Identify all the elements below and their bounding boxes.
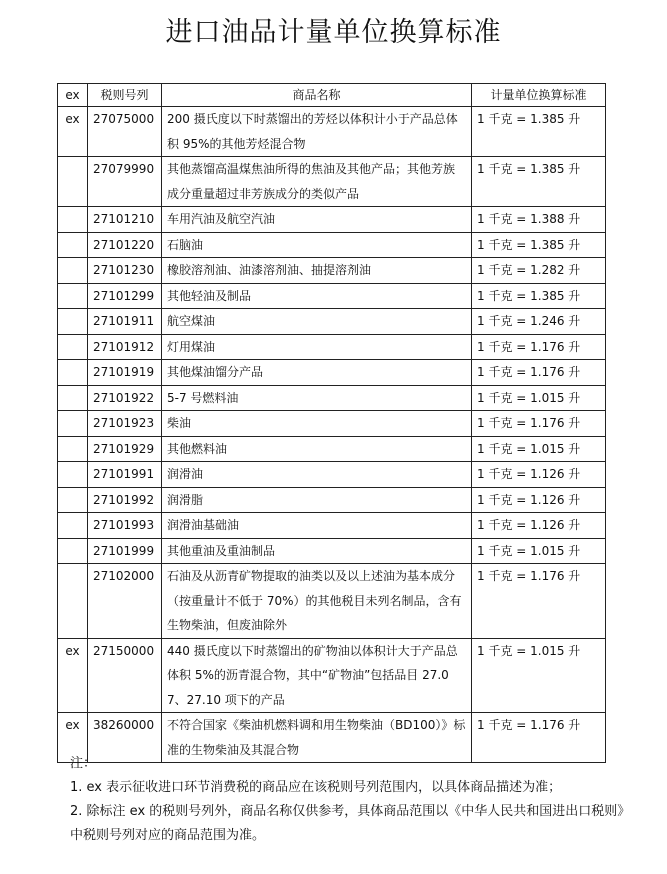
conversion-standard-cell: 1 千克 = 1.176 升 [472,334,606,360]
product-name-cell: 润滑油基础油 [162,513,472,539]
conversion-standard-cell: 1 千克 = 1.015 升 [472,385,606,411]
conversion-standard-cell: 1 千克 = 1.176 升 [472,564,606,639]
product-name-cell: 不符合国家《柴油机燃料调和用生物柴油（BD100）》标准的生物柴油及其混合物 [162,713,472,763]
ex-cell [58,334,88,360]
table-row [58,157,606,207]
conversion-standard-cell: 1 千克 = 1.176 升 [472,411,606,437]
tariff-code-cell: 27101299 [88,283,162,309]
ex-cell [58,462,88,488]
tariff-code-cell: 27101912 [88,334,162,360]
tariff-code-cell: 27101220 [88,232,162,258]
conversion-standard-cell: 1 千克 = 1.385 升 [472,283,606,309]
tariff-code-cell: 27101991 [88,462,162,488]
product-name-cell: 其他重油及重油制品 [162,538,472,564]
conversion-standard-cell: 1 千克 = 1.126 升 [472,487,606,513]
tariff-code-cell: 27079990 [88,157,162,207]
ex-cell: ex [58,107,88,157]
conversion-standard-cell: 1 千克 = 1.385 升 [472,107,606,157]
table-row [58,513,606,539]
tariff-code-cell: 27101919 [88,360,162,386]
tariff-code-cell: 27101230 [88,258,162,284]
conversion-standard-cell: 1 千克 = 1.388 升 [472,207,606,233]
conversion-standard-cell: 1 千克 = 1.015 升 [472,638,606,713]
table-row [58,487,606,513]
conversion-standard-cell: 1 千克 = 1.385 升 [472,232,606,258]
table-row [58,462,606,488]
ex-cell: ex [58,713,88,763]
ex-cell [58,385,88,411]
table-row [58,334,606,360]
notes [70,752,640,848]
ex-cell [58,538,88,564]
header-code: 税则号列 [88,84,162,107]
tariff-code-cell: 27101922 [88,385,162,411]
product-name-cell: 润滑油 [162,462,472,488]
product-name-cell: 灯用煤油 [162,334,472,360]
table-row [58,564,606,639]
table-row [58,258,606,284]
product-name-cell: 润滑脂 [162,487,472,513]
product-name-cell: 航空煤油 [162,309,472,335]
table-row [58,207,606,233]
ex-cell [58,309,88,335]
table-row [58,538,606,564]
table-row [58,638,606,713]
table-row [58,411,606,437]
product-name-cell: 车用汽油及航空汽油 [162,207,472,233]
ex-cell [58,232,88,258]
conversion-standard-cell: 1 千克 = 1.282 升 [472,258,606,284]
product-name-cell: 橡胶溶剂油、油漆溶剂油、抽提溶剂油 [162,258,472,284]
table-row [58,283,606,309]
tariff-code-cell: 27101992 [88,487,162,513]
conversion-standard-cell: 1 千克 = 1.246 升 [472,309,606,335]
tariff-code-cell: 38260000 [88,713,162,763]
conversion-table [57,83,606,763]
product-name-cell: 200 摄氏度以下时蒸馏出的芳烃以体积计小于产品总体积 95%的其他芳烃混合物 [162,107,472,157]
product-name-cell: 其他蒸馏高温煤焦油所得的焦油及其他产品；其他芳族成分重量超过非芳族成分的类似产品 [162,157,472,207]
ex-cell [58,283,88,309]
product-name-cell: 其他轻油及制品 [162,283,472,309]
product-name-cell: 柴油 [162,411,472,437]
product-name-cell: 440 摄氏度以下时蒸馏出的矿物油以体积计大于产品总体积 5%的沥青混合物，其中“矿物油”包括品目 27.07、27.10 项下的产品 [162,638,472,713]
tariff-code-cell: 27150000 [88,638,162,713]
header-ex: ex [58,84,88,107]
ex-cell [58,360,88,386]
product-name-cell: 石油及从沥青矿物提取的油类以及以上述油为基本成分（按重量计不低于 70%）的其他税目未列名制品，含有生物柴油，但废油除外 [162,564,472,639]
header-standard: 计量单位换算标准 [472,84,606,107]
conversion-standard-cell: 1 千克 = 1.015 升 [472,538,606,564]
product-name-cell: 石脑油 [162,232,472,258]
product-name-cell: 5-7 号燃料油 [162,385,472,411]
conversion-standard-cell: 1 千克 = 1.385 升 [472,157,606,207]
table-row [58,309,606,335]
product-name-cell: 其他燃料油 [162,436,472,462]
note-item-1: 1. ex 表示征收进口环节消费税的商品应在该税则号列范围内，以具体商品描述为准； [70,780,562,795]
tariff-code-cell: 27101929 [88,436,162,462]
table-body [58,107,606,763]
table-row [58,107,606,157]
conversion-standard-cell: 1 千克 = 1.015 升 [472,436,606,462]
tariff-code-cell: 27101923 [88,411,162,437]
tariff-code-cell: 27101999 [88,538,162,564]
tariff-code-cell: 27101210 [88,207,162,233]
ex-cell [58,564,88,639]
conversion-standard-cell: 1 千克 = 1.176 升 [472,360,606,386]
ex-cell [58,207,88,233]
conversion-standard-cell: 1 千克 = 1.126 升 [472,462,606,488]
tariff-code-cell: 27101911 [88,309,162,335]
ex-cell: ex [58,638,88,713]
header-name: 商品名称 [162,84,472,107]
ex-cell [58,487,88,513]
conversion-standard-cell: 1 千克 = 1.126 升 [472,513,606,539]
product-name-cell: 其他煤油馏分产品 [162,360,472,386]
conversion-standard-cell: 1 千克 = 1.176 升 [472,713,606,763]
table-row [58,232,606,258]
tariff-code-cell: 27075000 [88,107,162,157]
table-header [58,84,606,107]
table-row [58,385,606,411]
notes-heading: 注： [70,756,97,771]
ex-cell [58,436,88,462]
tariff-code-cell: 27102000 [88,564,162,639]
table-row [58,360,606,386]
ex-cell [58,513,88,539]
tariff-code-cell: 27101993 [88,513,162,539]
table-row [58,436,606,462]
ex-cell [58,258,88,284]
ex-cell [58,411,88,437]
page-title: 进口油品计量单位换算标准 [165,17,502,48]
note-item-2: 2. 除标注 ex 的税则号列外，商品名称仅供参考，具体商品范围以《中华人民共和国进出口税则》中税则号列对应的商品范围为准。 [70,804,631,843]
ex-cell [58,157,88,207]
